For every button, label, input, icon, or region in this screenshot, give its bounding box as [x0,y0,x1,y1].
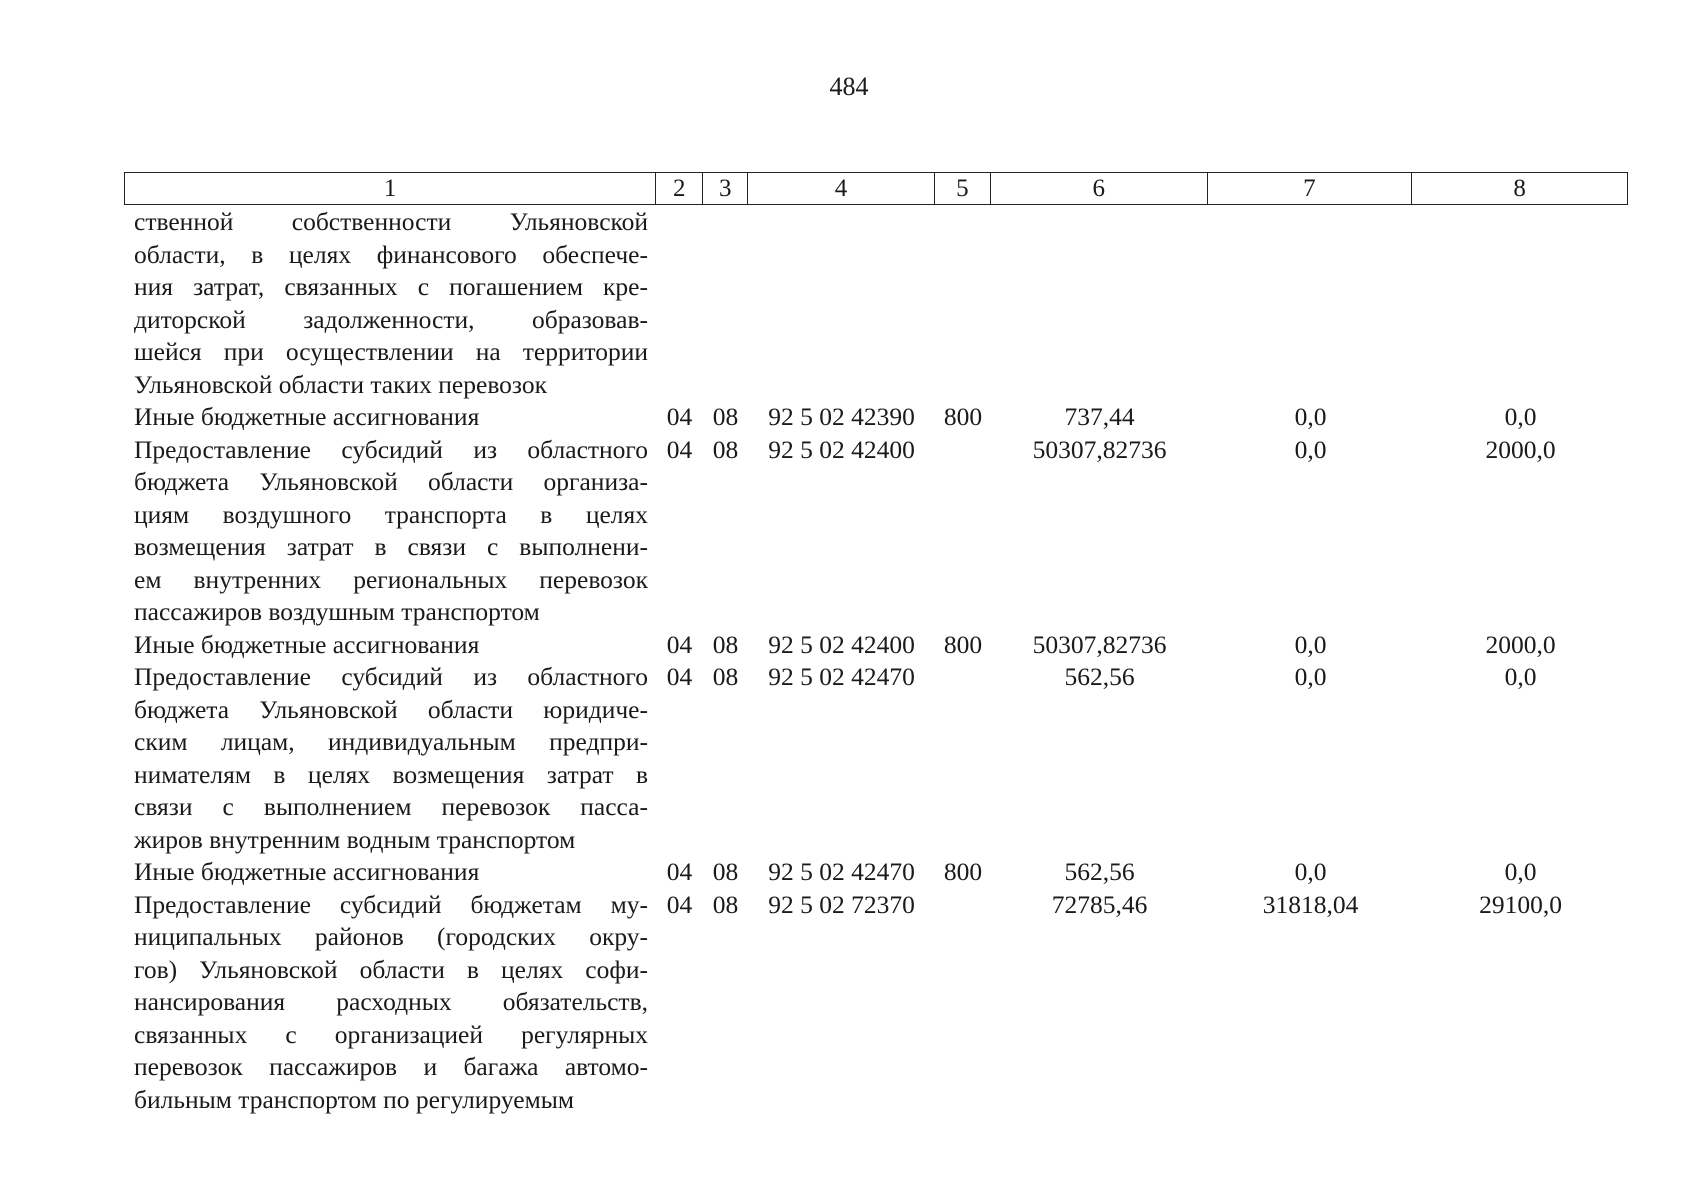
value-col-8: 2000,0 [1485,434,1556,464]
value-col-6: 50307,82736 [1032,434,1167,464]
description-line: ственной собственности Ульяновской [134,207,648,236]
header-col-7: 7 [1208,173,1413,204]
header-col-4: 4 [748,173,935,204]
rz-cell: 04 [666,889,693,919]
description-line: ем внутренних региональных перевозок [134,564,648,594]
value-col-6: 50307,82736 [1032,629,1167,659]
value-col-6 [991,206,1208,401]
header-col-3: 3 [703,173,748,204]
table-header-row [124,172,1628,205]
description-line: Предоставление субсидий бюджетам му- [134,889,648,919]
value-col-6: 72785,46 [1051,889,1148,919]
csr-cell: 92 5 02 42400 [768,629,915,659]
description-line: связанных с организацией регулярных [134,1019,648,1049]
rz-cell: 04 [666,434,693,464]
description-line: Иные бюджетные ассигнования [134,629,480,659]
vr-cell [935,661,991,856]
table-row [124,401,1628,434]
description-line: бюджета Ульяновской области организа- [134,467,648,496]
rz-cell: 04 [666,402,693,431]
description-line: циям воздушного транспорта в целях [134,499,648,529]
value-col-8: 0,0 [1504,402,1537,431]
table-row [124,856,1628,889]
description-line: возмещения затрат в связи с выполнени- [134,532,648,561]
header-col-5: 5 [935,173,991,204]
description-line: ским лицам, индивидуальным предпри- [134,727,648,756]
value-col-8: 0,0 [1504,857,1537,886]
rz-cell [656,206,703,401]
description-line: пассажиров воздушным транспортом [134,597,540,626]
description-line: Иные бюджетные ассигнования [134,402,480,431]
value-col-8: 2000,0 [1485,629,1556,659]
csr-cell: 92 5 02 42470 [768,662,915,691]
value-col-7: 0,0 [1294,629,1327,659]
value-col-8: 29100,0 [1479,889,1562,919]
row-description [124,434,656,629]
pr-cell: 08 [712,662,739,691]
row-description [124,629,656,662]
page-number: 484 [829,72,869,101]
description-line: нимателям в целях возмещения затрат в [134,759,648,789]
row-description [124,206,656,401]
vr-cell: 800 [943,629,983,659]
description-line: Иные бюджетные ассигнования [134,857,480,886]
row-description [124,401,656,434]
description-line: нансирования расходных обязательств, [134,987,648,1016]
description-line: бюджета Ульяновской области юридиче- [134,694,648,724]
csr-cell: 92 5 02 42470 [768,857,915,886]
description-line: шейся при осуществлении на территории [134,337,648,366]
value-col-7: 31818,04 [1262,889,1359,919]
description-line: области, в целях финансового обеспече- [134,239,648,269]
vr-cell [935,206,991,401]
table-row [124,206,1628,401]
rz-cell: 04 [666,857,693,886]
rz-cell: 04 [666,662,693,691]
value-col-7: 0,0 [1294,662,1327,691]
description-line: жиров внутренним водным транспортом [134,824,576,854]
row-description [124,889,656,1117]
header-col-8: 8 [1513,174,1526,202]
table-row [124,629,1628,662]
value-col-8: 0,0 [1504,662,1537,691]
pr-cell: 08 [712,402,739,431]
header-col-2: 2 [656,173,703,204]
row-description [124,856,656,889]
csr-cell: 92 5 02 72370 [768,889,915,919]
value-col-7 [1208,206,1413,401]
value-col-6: 562,56 [1064,857,1135,886]
description-line: ния затрат, связанных с погашением кре- [134,272,648,301]
pr-cell: 08 [712,434,739,464]
description-line: перевозок пассажиров и багажа автомо- [134,1052,648,1081]
description-line: диторской задолженности, образовав- [134,304,648,334]
table-body [124,206,1628,1116]
csr-cell: 92 5 02 42390 [768,402,915,431]
value-col-6: 737,44 [1064,402,1135,431]
vr-cell: 800 [943,857,983,886]
table-row [124,434,1628,629]
pr-cell: 08 [712,889,739,919]
description-line: связи с выполнением перевозок пасса- [134,792,648,821]
csr-cell [748,206,935,401]
value-col-8 [1413,206,1628,401]
description-line: Ульяновской области таких перевозок [134,369,547,399]
value-col-7: 0,0 [1294,434,1327,464]
csr-cell: 92 5 02 42400 [768,434,915,464]
vr-cell [935,889,991,1117]
rz-cell: 04 [666,629,693,659]
row-description [124,661,656,856]
table-row [124,889,1628,1117]
value-col-7: 0,0 [1294,402,1327,431]
description-line: Предоставление субсидий из областного [134,434,648,464]
table-row [124,661,1628,856]
pr-cell [703,206,748,401]
vr-cell [935,434,991,629]
description-line: ниципальных районов (городских окру- [134,922,648,951]
pr-cell: 08 [712,857,739,886]
description-line: гов) Ульяновской области в целях софи- [134,954,648,984]
pr-cell: 08 [712,629,739,659]
description-line: Предоставление субсидий из областного [134,662,648,691]
header-col-1: 1 [125,173,656,204]
value-col-7: 0,0 [1294,857,1327,886]
value-col-6: 562,56 [1064,662,1135,691]
description-line: бильным транспортом по регулируемым [134,1084,574,1114]
header-col-6: 6 [991,173,1208,204]
vr-cell: 800 [943,402,983,431]
